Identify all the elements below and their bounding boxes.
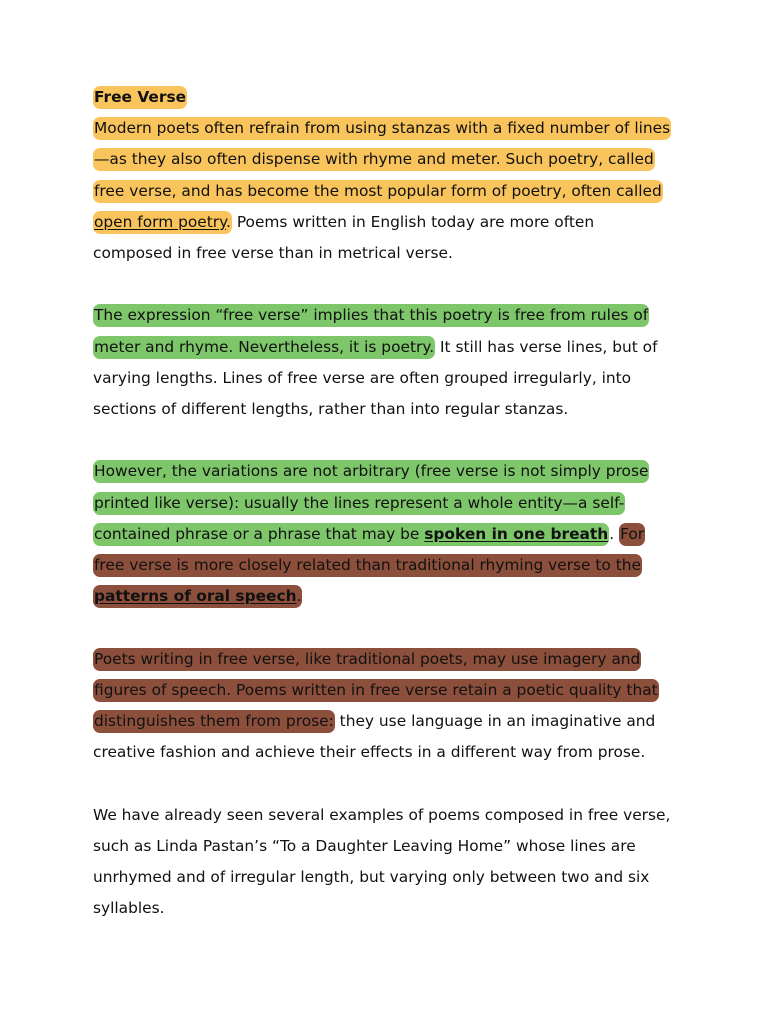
paragraph-3-period: .: [609, 524, 615, 543]
paragraph-3-green-text: However, the variations are not arbitrary (free verse is not simply prose printed like verse): usually the lines represent a whole entity—a self-contained phrase or a phrase that may be: [94, 462, 649, 543]
paragraph-3-brown-text: For free verse is more closely related than traditional rhyming verse to the: [94, 524, 645, 575]
paragraph-1: [93, 113, 673, 269]
open-form-poetry-term: open form poetry: [94, 212, 227, 231]
paragraph-3-green-highlight: [93, 460, 649, 545]
paragraph-3-brown-end: .: [296, 587, 302, 606]
paragraph-4: [93, 644, 673, 769]
spoken-in-one-breath-term: spoken in one breath: [424, 524, 609, 543]
paragraph-1-highlight-end: .: [226, 212, 231, 231]
paragraph-1-highlight-text: Modern poets often refrain from using stanzas with a fixed number of lines—as they also often dispense with rhyme and meter. Such poetry, called free verse, and has become the most popular form of poetry, often called: [94, 119, 671, 200]
document-page: [93, 82, 673, 956]
paragraph-5-text: We have already seen several examples of poems composed in free verse, such as Linda Pastan’s “To a Daughter Leaving Home” whose lines are unrhymed and of irregular length, but varying only between two and six syllables.: [93, 805, 671, 918]
paragraph-2-text: It still has verse lines, but of varying lengths. Lines of free verse are often grouped irregularly, into sections of different lengths, rather than into regular stanzas.: [93, 337, 658, 419]
paragraph-4-text: they use language in an imaginative and creative fashion and achieve their effects in a different way from prose.: [93, 712, 656, 762]
paragraph-5: [93, 800, 673, 925]
paragraph-2: [93, 300, 673, 425]
document-title-paragraph: [93, 82, 673, 113]
paragraph-4-highlight: Poets writing in free verse, like traditional poets, may use imagery and figures of speech. Poems written in free verse retain a poetic quality that distinguishes them from prose:: [93, 648, 659, 733]
patterns-of-oral-speech-term: patterns of oral speech: [94, 587, 297, 606]
document-title: Free Verse: [93, 86, 187, 109]
paragraph-3: [93, 456, 673, 612]
paragraph-2-highlight: The expression “free verse” implies that this poetry is free from rules of meter and rhyme. Nevertheless, it is poetry.: [93, 304, 649, 358]
paragraph-1-text: Poems written in English today are more often composed in free verse than in metrical verse.: [93, 212, 595, 263]
